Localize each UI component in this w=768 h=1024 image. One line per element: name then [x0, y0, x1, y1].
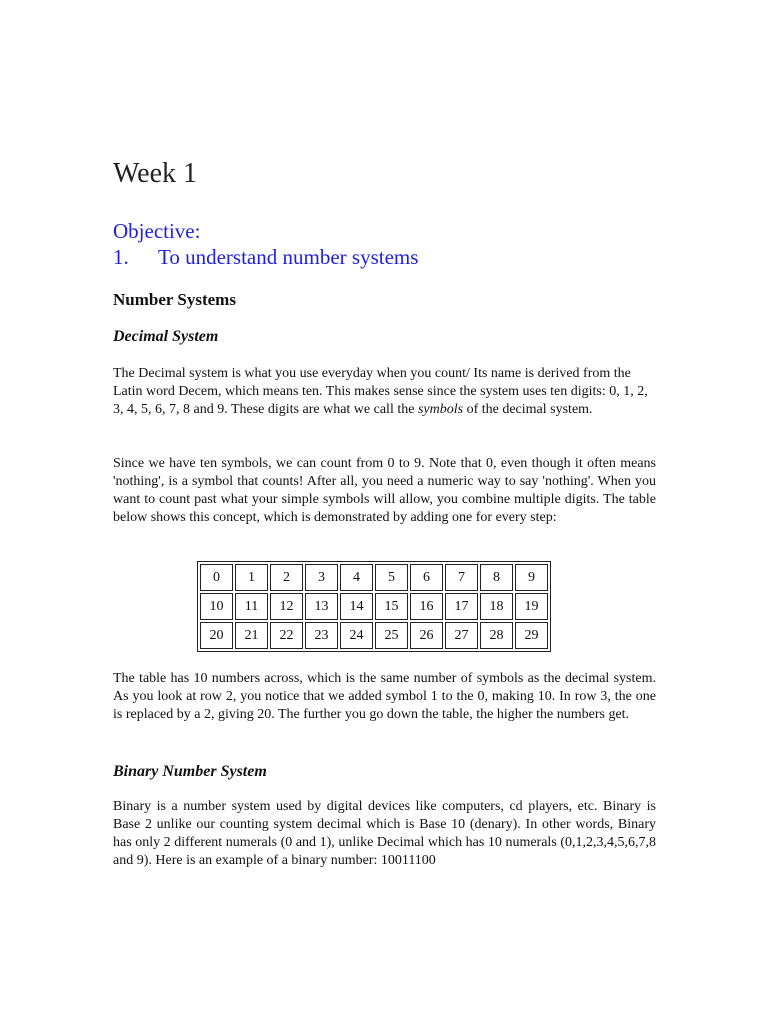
table-cell: 11 [235, 593, 268, 620]
objective-item-number: 1. [113, 245, 129, 269]
table-cell: 21 [235, 622, 268, 649]
table-cell: 16 [410, 593, 443, 620]
symbols-emphasis: symbols [417, 402, 464, 417]
table-row [200, 564, 548, 591]
table-cell: 23 [305, 622, 338, 649]
table-cell: 5 [375, 564, 408, 591]
binary-paragraph-1: Binary is a number system used by digital devices like computers, cd players, etc. Binary is Base 2 unlike our counting system decimal which is Base 10 (denary). In other words, Binary has only 2 different numerals (0 and 1), unlike Decimal which has 10 numerals (0,1,2,3,4,5,6,7,8 and 9). Here is an example of a binary number: 10011100 [113, 799, 656, 868]
table-cell: 24 [340, 622, 373, 649]
table-cell: 7 [445, 564, 478, 591]
decimal-paragraph-1-end: of the decimal system. [463, 402, 593, 417]
table-cell: 22 [270, 622, 303, 649]
table-cell: 27 [445, 622, 478, 649]
table-cell: 9 [515, 564, 548, 591]
table-row [200, 593, 548, 620]
table-cell: 4 [340, 564, 373, 591]
table-cell: 6 [410, 564, 443, 591]
table-cell: 14 [340, 593, 373, 620]
objective-item [113, 244, 418, 271]
decimal-paragraph-1-start: The Decimal system is what you use everyday when you count/ Its name is derived from the Latin word Decem, which means ten. This makes sense since the system uses ten digits: 0, 1, 2, 3, 4, 5, 6, 7, 8 and 9. These digits are what we call the [113, 366, 648, 417]
table-cell: 17 [445, 593, 478, 620]
decimal-paragraph-3: The table has 10 numbers across, which is the same number of symbols as the decimal system. As you look at row 2, you notice that we added symbol 1 to the 0, making 10. In row 3, the one is replaced by a 2, giving 20. The further you go down the table, the higher the numbers get. [113, 671, 656, 722]
table-cell: 10 [200, 593, 233, 620]
decimal-paragraph-2: Since we have ten symbols, we can count from 0 to 9. Note that 0, even though it often means 'nothing', is a symbol that counts! After all, you need a numeric way to say 'nothing'. When you want to count past what your simple symbols will allow, you combine multiple digits. The table below shows this concept, which is demonstrated by adding one for every step: [113, 456, 656, 525]
decimal-system-heading: Decimal System [113, 328, 219, 345]
table-cell: 12 [270, 593, 303, 620]
table-row [200, 622, 548, 649]
table-cell: 15 [375, 593, 408, 620]
table-cell: 18 [480, 593, 513, 620]
counting-table [197, 561, 551, 652]
table-cell: 26 [410, 622, 443, 649]
counting-table-body [200, 564, 548, 649]
table-cell: 1 [235, 564, 268, 591]
decimal-paragraph-1 [113, 365, 656, 419]
objective-label: Objective: [113, 219, 201, 243]
binary-system-heading: Binary Number System [113, 763, 267, 780]
table-cell: 3 [305, 564, 338, 591]
table-cell: 8 [480, 564, 513, 591]
table-cell: 29 [515, 622, 548, 649]
table-cell: 25 [375, 622, 408, 649]
number-systems-heading: Number Systems [113, 290, 236, 309]
table-cell: 0 [200, 564, 233, 591]
week-title: Week 1 [113, 158, 198, 189]
table-cell: 19 [515, 593, 548, 620]
table-cell: 13 [305, 593, 338, 620]
objective-item-text: To understand number systems [158, 245, 419, 269]
table-cell: 28 [480, 622, 513, 649]
table-cell: 20 [200, 622, 233, 649]
table-cell: 2 [270, 564, 303, 591]
